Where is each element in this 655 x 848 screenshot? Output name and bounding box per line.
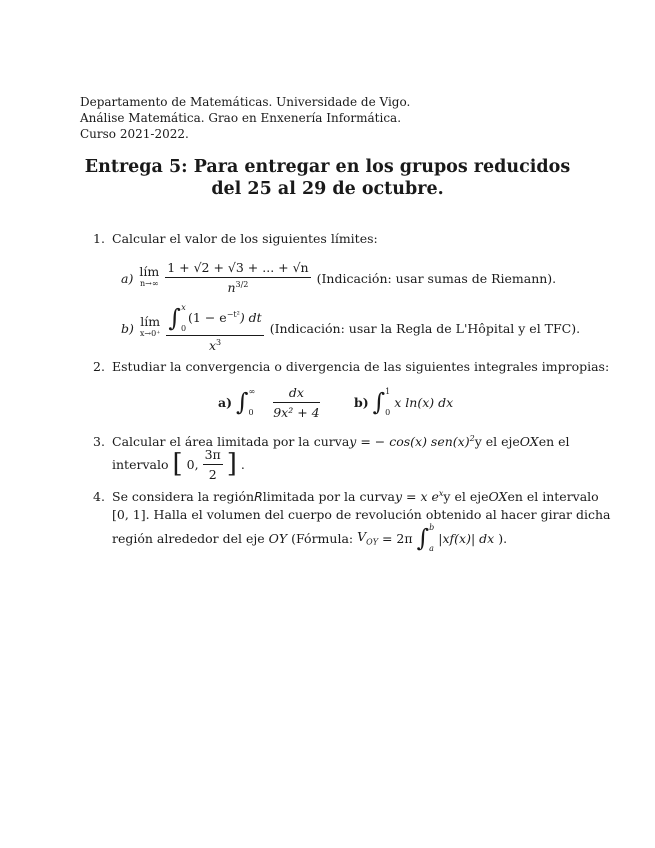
fraction-denominator: $n^{3/2}$: [227, 280, 249, 296]
item-label: b): [121, 320, 134, 336]
item-label: b): [354, 394, 369, 410]
exercise-4-line-1: Se considera la región R limitada por la curva y = x $e^x$ y el eje OX en el intervalo: [112, 489, 599, 505]
exercise-2a: a) ∫ ∞ 0 $\frac{dx}{\text{9x² + 4}}$: [218, 384, 320, 420]
title-line-1: Entrega 5: Para entregar en los grupos reducidos: [84, 157, 571, 177]
integral-sign: ∫: [372, 388, 386, 416]
integral-sign: ∫: [416, 524, 430, 552]
exercise-1-number: 1.: [93, 231, 105, 246]
title-line-2: del 25 al 29 de octubre.: [211, 179, 444, 199]
integrand: x ln(x) dx: [394, 394, 454, 410]
fraction-numerator: ∫ x 0 $(1 - e^{-t^2})$ dt: [166, 303, 263, 336]
exercise-2-statement: Estudiar la convergencia o divergencia de las siguientes integrales impropias:: [112, 359, 610, 374]
integral-fraction: $\frac{dx}{\text{9x² + 4}}$: [273, 384, 320, 420]
exercise-4-number: 4.: [93, 489, 105, 504]
exercise-1a: [121, 256, 556, 300]
integral-sign: ∫: [168, 303, 181, 332]
integral-sign: ∫: [236, 388, 249, 416]
limit-operator: lím x→0⁺: [139, 314, 161, 338]
exercise-2b: b) ∫ 1 0 x ln(x) dx: [354, 387, 454, 417]
exercise-3-line-2: intervalo [ 0, $\frac{3\pi}{2}$ ] .: [112, 446, 245, 482]
interval-fraction: $\frac{3\pi}{2}$: [204, 446, 221, 482]
header-academic-year: Curso 2021-2022.: [80, 127, 189, 141]
limit-fraction: [166, 303, 263, 353]
exercise-2-number: 2.: [93, 359, 105, 374]
limit-fraction: [165, 260, 310, 295]
header-department: Departamento de Matemáticas. Universidade de Vigo.: [80, 95, 411, 109]
exercise-1b: [121, 303, 580, 353]
header-course-program: Análise Matemática. Grao en Enxenería Informática.: [80, 111, 402, 125]
fraction-denominator: $x^3$: [208, 337, 222, 354]
hint-text: (Indicación: usar sumas de Riemann).: [316, 270, 557, 286]
exercise-4-line-2: [0, 1]. Halla el volumen del cuerpo de revolución obtenido al hacer girar dicha: [112, 507, 611, 522]
item-label: a): [121, 270, 134, 286]
hint-text: (Indicación: usar la Regla de L'Hôpital y el TFC).: [269, 320, 581, 336]
exercise-3-line-1: Calcular el área limitada por la curva y = − cos(x) $sen(x)^2$ y el eje OX en el: [112, 434, 570, 450]
page-title: [60, 156, 595, 200]
fraction-numerator: 1 + √2 + √3 + ... + √n: [165, 260, 310, 278]
exercise-1-statement: Calcular el valor de los siguientes límites:: [112, 231, 378, 246]
document-header: [80, 94, 410, 142]
exercise-4-line-3: región alrededor del eje OY (Fórmula: $V_{OY}$ = 2π ∫ b a |xf(x)| dx ).: [112, 523, 508, 553]
limit-operator: lím n→∞: [139, 264, 160, 288]
item-label: a): [218, 394, 233, 410]
exercise-3-number: 3.: [93, 434, 105, 449]
